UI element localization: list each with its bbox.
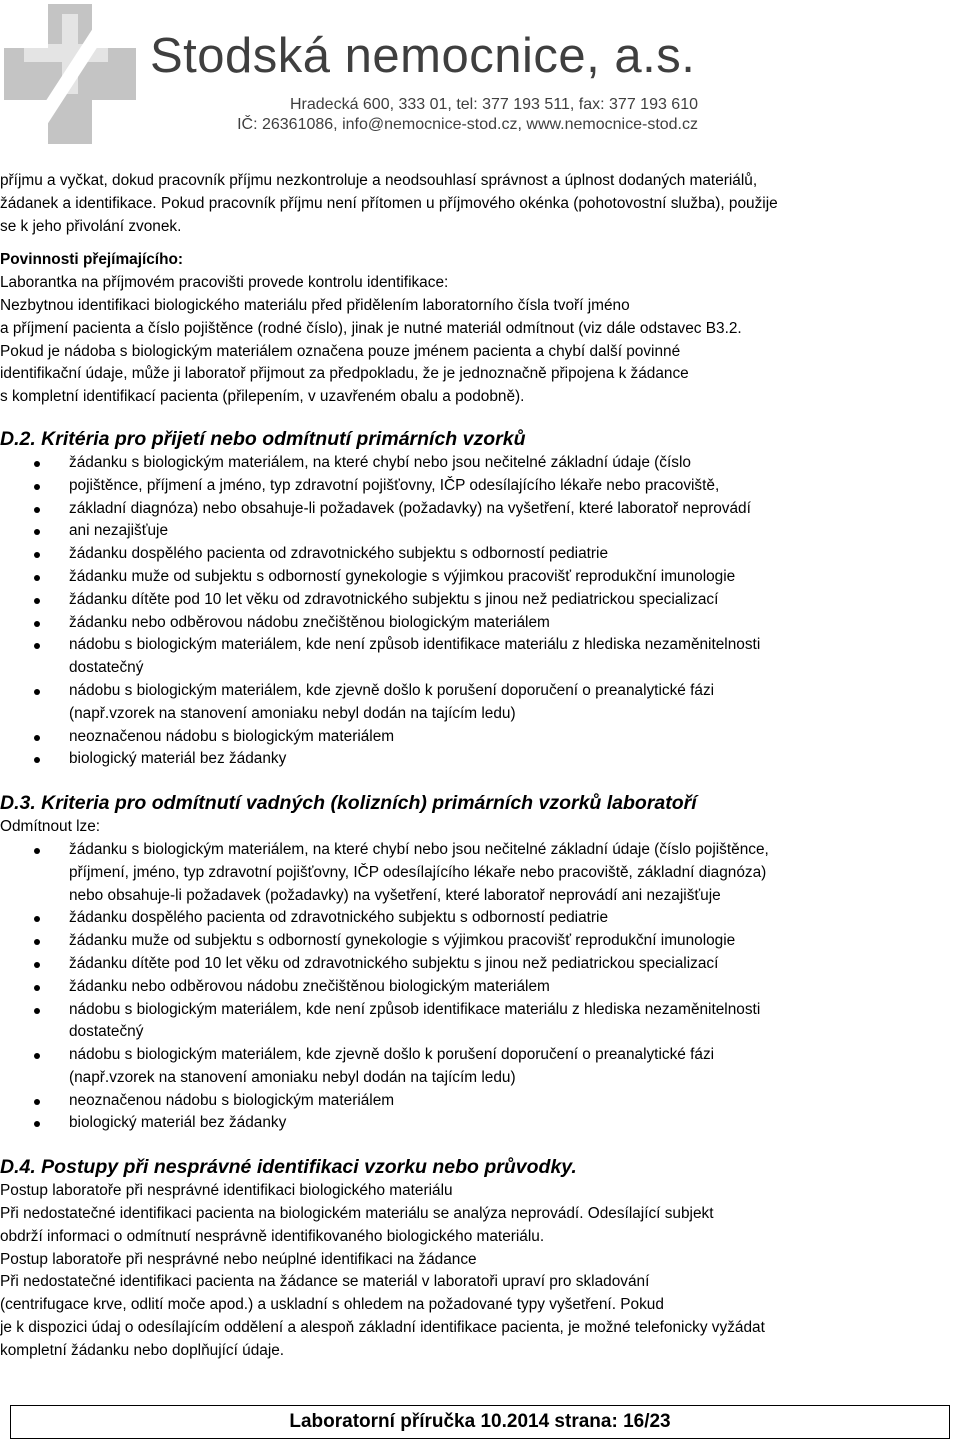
- intro-line: se k jeho přivolání zvonek.: [0, 217, 182, 235]
- list-item-continuation: (např.vzorek na stanovení amoniaku nebyl dodán na tajícím ledu): [69, 704, 516, 722]
- duties-line: s kompletní identifikací pacienta (přilepením, v uzavřeném obalu a podobně).: [0, 388, 525, 406]
- list-item: žádanku dospělého pacienta od zdravotnického subjektu s odborností pediatrie: [0, 907, 960, 930]
- section-d4-heading: D.4. Postupy při nesprávné identifikaci vzorku nebo průvodky.: [0, 1156, 577, 1179]
- duties-line: Nezbytnou identifikaci biologického materiálu před přidělením laboratorního čísla tvoří jméno: [0, 296, 630, 314]
- section-d4-line: Postup laboratoře při nesprávné nebo neúplné identifikaci na žádance: [0, 1250, 477, 1268]
- section-d4-line: je k dispozici údaj o odesílajícím oddělení a alespoň základní identifikace pacienta, je možné telefonicky vyžádat: [0, 1319, 765, 1337]
- list-item: pojištěnce, příjmení a jméno, typ zdravotní pojišťovny, IČP odesílajícího lékaře nebo pracoviště,: [0, 475, 960, 498]
- list-item: neoznačenou nádobu s biologickým materiálem: [0, 1090, 960, 1113]
- list-item: nádobu s biologickým materiálem, kde není způsob identifikace materiálu z hlediska nezaměnitelnosti: [0, 999, 960, 1022]
- list-item: žádanku s biologickým materiálem, na které chybí nebo jsou nečitelné základní údaje (číslo pojištěnce,: [0, 839, 960, 862]
- list-item: žádanku dítěte pod 10 let věku od zdravotnického subjektu s jinou než pediatrickou specializací: [0, 589, 960, 612]
- section-d4-line: kompletní žádanku nebo doplňující údaje.: [0, 1341, 285, 1359]
- section-d4-line: Při nedostatečné identifikaci pacienta na žádance se materiál v laboratoři upraví pro skladování: [0, 1273, 650, 1291]
- list-item: ani nezajišťuje: [0, 520, 960, 543]
- section-d4-line: obdrží informaci o odmítnutí nesprávně identifikovaného biologického materiálu.: [0, 1227, 545, 1245]
- list-item: nádobu s biologickým materiálem, kde zjevně došlo k porušení doporučení o preanalytické fázi: [0, 1044, 960, 1067]
- list-item-continuation: dostatečný: [69, 659, 144, 677]
- section-d2-heading: D.2. Kritéria pro přijetí nebo odmítnutí primárních vzorků: [0, 427, 526, 450]
- duties-line: Pokud je nádoba s biologickým materiálem označena pouze jménem pacienta a chybí další povinné: [0, 342, 681, 360]
- duties-line: Laborantka na příjmovém pracovišti provede kontrolu identifikace:: [0, 274, 449, 292]
- document-body: [0, 170, 960, 1363]
- section-d4-line: Postup laboratoře při nesprávné identifikaci biologického materiálu: [0, 1182, 453, 1200]
- list-item: biologický materiál bez žádanky: [0, 748, 960, 771]
- cross-logo-icon: [4, 4, 136, 144]
- list-item: žádanku muže od subjektu s odborností gynekologie s výjimkou pracovišť reprodukční imunologie: [0, 930, 960, 953]
- intro-line: žádanek a identifikace. Pokud pracovník příjmu není přítomen u příjmového okénka (pohotovostní služba), použije: [0, 194, 778, 212]
- list-item-continuation: (např.vzorek na stanovení amoniaku nebyl dodán na tajícím ledu): [69, 1068, 516, 1086]
- section-d3-heading: D.3. Kriteria pro odmítnutí vadných (kolizních) primárních vzorků laboratoří: [0, 792, 697, 815]
- duties-heading: Povinnosti přejímajícího:: [0, 251, 184, 269]
- hospital-name: Stodská nemocnice, a.s.: [150, 29, 696, 83]
- intro-line: příjmu a vyčkat, dokud pracovník příjmu nezkontroluje a neodsouhlasí správnost a úplnost dodaných materiálů,: [0, 172, 758, 189]
- list-item: neoznačenou nádobu s biologickým materiálem: [0, 726, 960, 749]
- list-item: nádobu s biologickým materiálem, kde zjevně došlo k porušení doporučení o preanalytické fázi: [0, 680, 960, 703]
- document-header: [0, 0, 960, 150]
- section-d4-line: (centrifugace krve, odlití moče apod.) a uskladní s ohledem na požadované typy vyšetření. Pokud: [0, 1296, 664, 1314]
- duties-line: identifikační údaje, může ji laboratoř přijmout za předpokladu, že je jednoznačně připojena k žádance: [0, 365, 689, 383]
- hospital-ids: IČ: 26361086, info@nemocnice-stod.cz, www.nemocnice-stod.cz: [237, 116, 698, 133]
- list-item: žádanku s biologickým materiálem, na které chybí nebo jsou nečitelné základní údaje (číslo: [0, 452, 960, 475]
- list-item: žádanku muže od subjektu s odborností gynekologie s výjimkou pracovišť reprodukční imunologie: [0, 566, 960, 589]
- section-d4-line: Při nedostatečné identifikaci pacienta na biologickém materiálu se analýza neprovádí. Odesílající subjekt: [0, 1205, 714, 1223]
- list-item: žádanku dítěte pod 10 let věku od zdravotnického subjektu s jinou než pediatrickou specializací: [0, 953, 960, 976]
- list-item: žádanku nebo odběrovou nádobu znečištěnou biologickým materiálem: [0, 976, 960, 999]
- section-d3-list: [0, 839, 960, 1135]
- hospital-address: Hradecká 600, 333 01, tel: 377 193 511, fax: 377 193 610: [289, 96, 698, 113]
- list-item: žádanku nebo odběrovou nádobu znečištěnou biologickým materiálem: [0, 612, 960, 635]
- section-d3-intro: Odmítnout lze:: [0, 818, 101, 836]
- list-item-continuation: nebo obsahuje-li požadavek (požadavky) na vyšetření, které laboratoř neprovádí ani nezajišťuje: [69, 886, 721, 904]
- page-footer: Laboratorní příručka 10.2014 strana: 16/23: [10, 1405, 950, 1439]
- list-item: žádanku dospělého pacienta od zdravotnického subjektu s odborností pediatrie: [0, 543, 960, 566]
- list-item-continuation: dostatečný: [69, 1023, 144, 1041]
- list-item: nádobu s biologickým materiálem, kde není způsob identifikace materiálu z hlediska nezaměnitelnosti: [0, 634, 960, 657]
- list-item: základní diagnóza) nebo obsahuje-li požadavek (požadavky) na vyšetření, které laboratoř neprovádí: [0, 498, 960, 521]
- section-d2-list: [0, 452, 960, 771]
- duties-line: a příjmení pacienta a číslo pojištěnce (rodné číslo), jinak je nutné materiál odmítnout (viz dále odstavec B3.2.: [0, 319, 742, 337]
- list-item: biologický materiál bez žádanky: [0, 1112, 960, 1135]
- list-item-continuation: příjmení, jméno, typ zdravotní pojišťovny, IČP odesílajícího lékaře nebo pracoviště, základní diagnóza): [69, 863, 767, 881]
